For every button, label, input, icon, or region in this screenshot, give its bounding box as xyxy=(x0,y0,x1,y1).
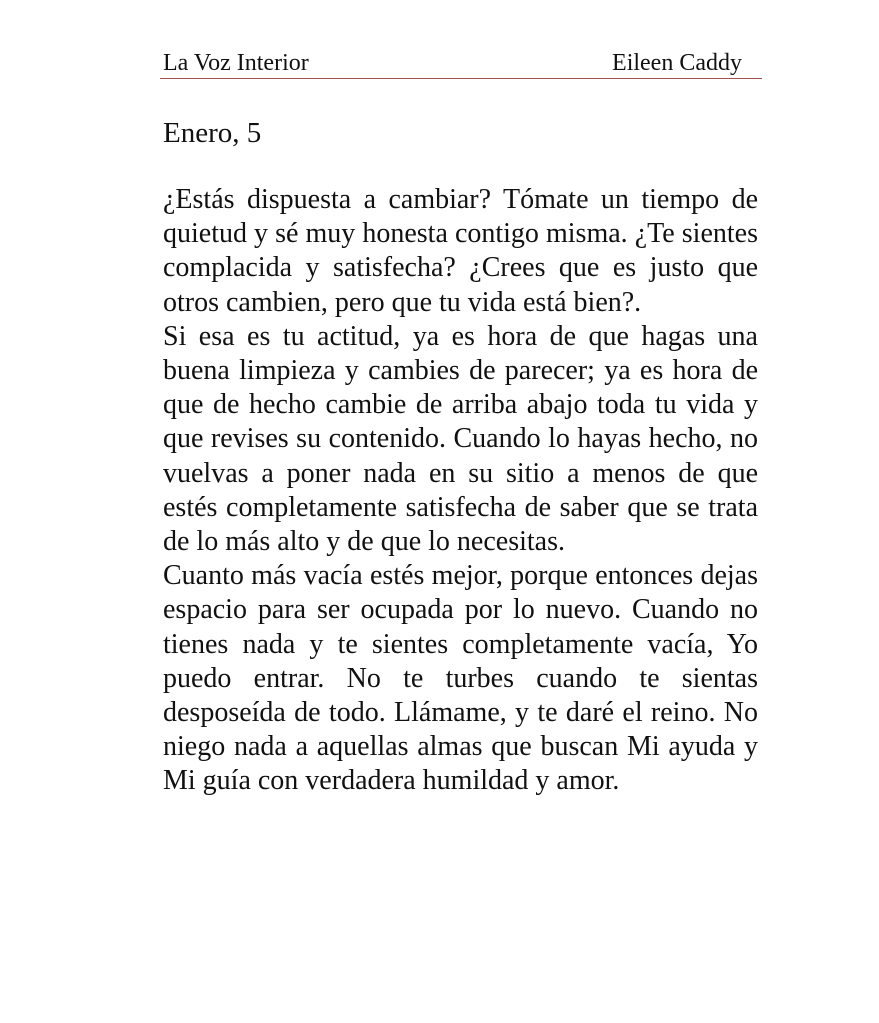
book-author: Eileen Caddy xyxy=(612,50,742,76)
book-title: La Voz Interior xyxy=(163,50,309,76)
entry-paragraph-2: Si esa es tu actitud, ya es hora de que hagas una buena limpieza y cambies de parecer; ya es hora de que de hecho cambie de arriba abajo toda tu vida y que revises su contenido. Cuando lo hayas hecho, no vuelvas a poner nada en su sitio a menos de que estés completamente satisfecha de saber que se trata de lo más alto y de que lo necesitas. xyxy=(163,320,758,558)
entry-body xyxy=(163,183,758,799)
entry-paragraph-3: Cuanto más vacía estés mejor, porque entonces dejas espacio para ser ocupada por lo nuevo. Cuando no tienes nada y te sientes completamente vacía, Yo puedo entrar. No te turbes cuando te sientas desposeída de todo. Llámame, y te daré el reino. No niego nada a aquellas almas que buscan Mi ayuda y Mi guía con verdadera humildad y amor. xyxy=(163,560,758,797)
entry-date-heading: Enero, 5 xyxy=(163,117,262,149)
running-header xyxy=(160,48,762,79)
entry-paragraph-1: ¿Estás dispuesta a cambiar? Tómate un tiempo de quietud y sé muy honesta contigo misma. ¿Te sientes complacida y satisfecha? ¿Crees que es justo que otros cambien, pero que tu vida está bien?. xyxy=(163,184,758,318)
